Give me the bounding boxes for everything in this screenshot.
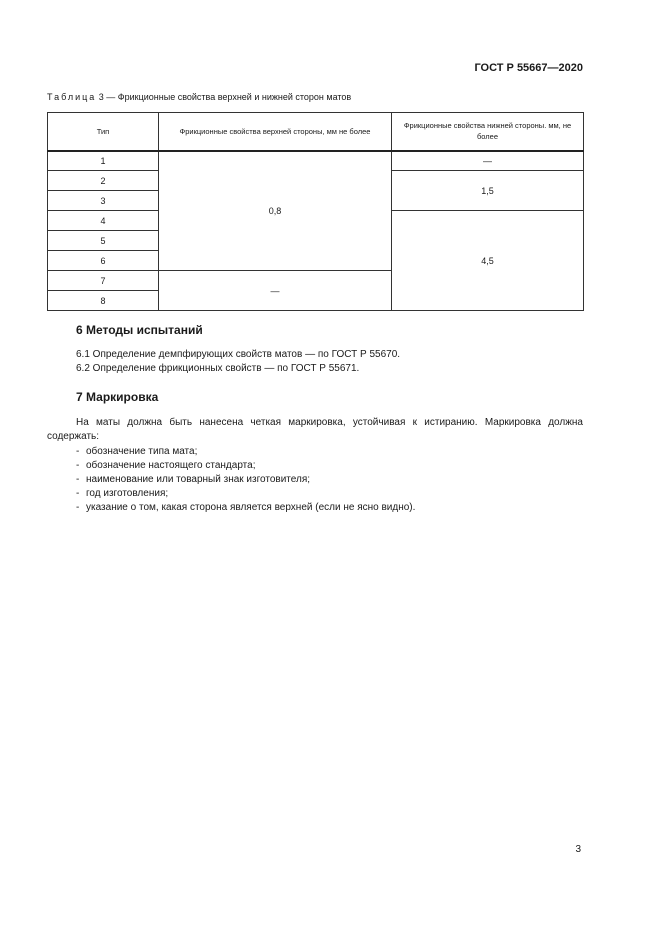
upper-value-cell: — bbox=[159, 271, 392, 311]
type-cell: 4 bbox=[48, 211, 159, 231]
table-caption-prefix: Таблица bbox=[47, 92, 97, 102]
marking-requirements-list bbox=[76, 445, 415, 515]
section-6-item: 6.1 Определение демпфирующих свойств матов — по ГОСТ Р 55670. bbox=[76, 349, 401, 360]
header-upper-side: Фрикционные свойства верхней стороны, мм не более bbox=[159, 113, 392, 151]
list-item: - год изготовления; bbox=[76, 488, 169, 499]
section-7-intro: На маты должна быть нанесена четкая маркировка, устойчивая к истиранию. Маркировка должна содержать: bbox=[47, 417, 583, 442]
section-7-title: 7 Маркировка bbox=[76, 390, 159, 404]
table-row bbox=[48, 151, 584, 171]
type-cell: 8 bbox=[48, 291, 159, 311]
type-cell: 5 bbox=[48, 231, 159, 251]
header-type: Тип bbox=[48, 113, 159, 151]
lower-value-cell: 1,5 bbox=[392, 171, 584, 211]
list-item: - обозначение типа мата; bbox=[76, 446, 198, 457]
lower-value-cell: — bbox=[392, 151, 584, 171]
upper-value-cell: 0,8 bbox=[159, 151, 392, 271]
type-cell: 6 bbox=[48, 251, 159, 271]
list-item: - указание о том, какая сторона является верхней (если не ясно видно). bbox=[76, 502, 416, 513]
lower-value-cell: 4,5 bbox=[392, 211, 584, 311]
table-caption-text: 3 — Фрикционные свойства верхней и нижней сторон матов bbox=[96, 92, 352, 102]
type-cell: 3 bbox=[48, 191, 159, 211]
table-header-row bbox=[48, 113, 584, 151]
page-number: 3 bbox=[575, 844, 581, 855]
section-6-item: 6.2 Определение фрикционных свойств — по ГОСТ Р 55671. bbox=[76, 363, 360, 374]
list-item: - наименование или товарный знак изготовителя; bbox=[76, 474, 311, 485]
friction-properties-table bbox=[47, 112, 584, 311]
document-code: ГОСТ Р 55667—2020 bbox=[474, 62, 583, 74]
table-caption bbox=[47, 92, 351, 102]
header-lower-side: Фрикционные свойства нижней стороны. мм, не более bbox=[392, 113, 584, 151]
list-item: - обозначение настоящего стандарта; bbox=[76, 460, 256, 471]
type-cell: 2 bbox=[48, 171, 159, 191]
section-6-title: 6 Методы испытаний bbox=[76, 323, 203, 337]
type-cell: 1 bbox=[48, 151, 159, 171]
type-cell: 7 bbox=[48, 271, 159, 291]
